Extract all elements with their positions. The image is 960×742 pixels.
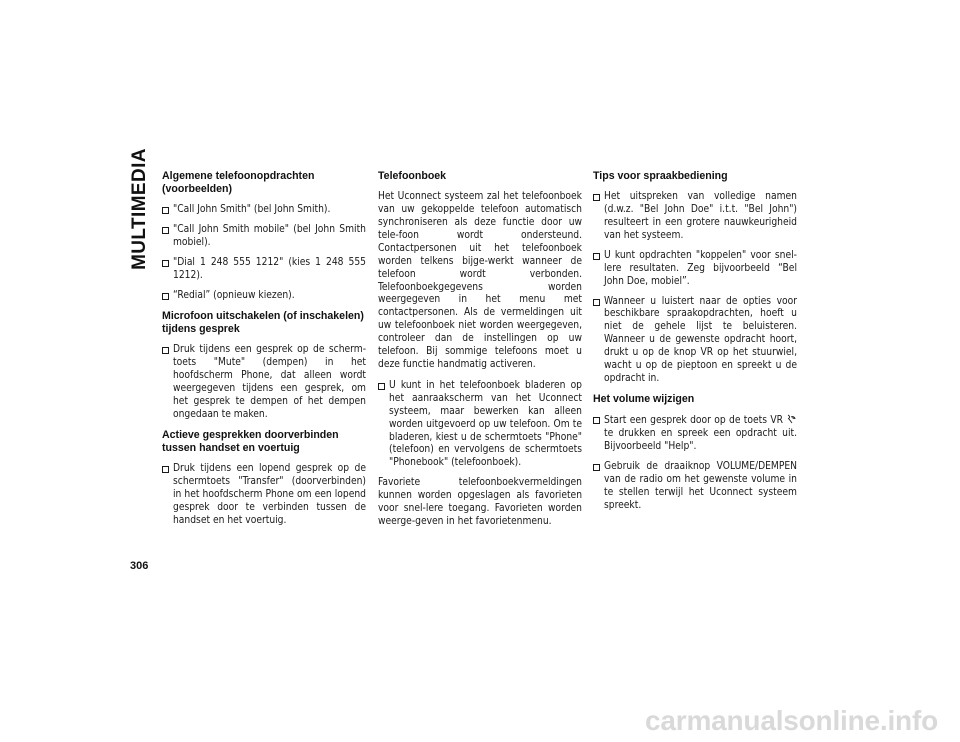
list-item: Start een gesprek door op de toets VR te drukken en spreek een opdracht uit. Bijvoorbeeld "Help". xyxy=(593,414,797,454)
paragraph: Het Uconnect systeem zal het telefoonboek van uw gekoppelde telefoon automatisch synchroniseren als deze functie door uw tele-foon wordt ondersteund. Contactpersonen uit het telefoonboek worden telkens bijge-werkt wanneer de telefoon wordt verbonden. Telefoonboekgegevens worden weergegeven in het menu met contactpersonen. Als de vermeldingen uit uw telefoonboek niet worden weergegeven, controleer dan de instellingen op uw telefoon. Bij sommige telefoons moet u deze functie handmatig activeren. xyxy=(378,191,582,370)
list-item: "Call John Smith mobile" (bel John Smith mobiel). xyxy=(162,224,366,250)
checkbox-bullet-icon xyxy=(593,253,600,260)
checkbox-bullet-icon xyxy=(162,207,169,214)
checkbox-bullet-icon xyxy=(593,464,600,471)
heading-transfer-calls: Actieve gesprekken doorverbinden tussen handset en voertuig xyxy=(162,428,339,454)
checkbox-bullet-icon xyxy=(593,417,600,424)
checkbox-bullet-icon xyxy=(162,260,169,267)
paragraph: Favoriete telefoonboekvermeldingen kunnen worden opgeslagen als favorieten voor snel-lere toegang. Favorieten worden weerge-geven in het favorietenmenu. xyxy=(378,477,582,527)
list-item: U kunt in het telefoonboek bladeren op het aanraakscherm van het Uconnect systeem, maar bewerken kan alleen worden uitgevoerd op uw telefoon. Om te bladeren, kiest u de schermtoets "Phone" (telefoon) en vervolgens de schermtoets "Phonebook" (telefoonboek). xyxy=(378,380,582,470)
column-1 xyxy=(162,170,366,535)
side-tab xyxy=(128,150,152,268)
voice-recognition-icon xyxy=(786,414,797,424)
column-2 xyxy=(378,170,582,537)
column-3 xyxy=(593,170,797,519)
heading-change-volume: Het volume wijzigen xyxy=(593,392,695,405)
checkbox-bullet-icon xyxy=(162,227,169,234)
list-item: Het uitspreken van volledige namen (d.w.z. "Bel John Doe" i.t.t. "Bel John") resulteert in een grotere nauwkeurigheid van het systeem. xyxy=(593,191,797,243)
list-item: Druk tijdens een gesprek op de scherm-toets "Mute" (dempen) in het hoofdscherm Phone, dat alleen wordt weergegeven tijdens een gesprek, om het gesprek te dempen of het dempen ongedaan te maken. xyxy=(162,344,366,421)
heading-microphone-mute: Microfoon uitschakelen (of inschakelen) tijdens gesprek xyxy=(162,309,364,336)
checkbox-bullet-icon xyxy=(162,293,169,300)
checkbox-bullet-icon xyxy=(593,299,600,306)
list-item: Gebruik de draaiknop VOLUME/DEMPEN van de radio om het gewenste volume in te stellen terwijl het Uconnect systeem spreekt. xyxy=(593,461,797,513)
list-item: U kunt opdrachten "koppelen" voor snel-lere resultaten. Zeg bijvoorbeeld “Bel John Doe, mobiel”. xyxy=(593,250,797,289)
heading-general-commands: Algemene telefoonopdrachten (voorbeelden) xyxy=(162,170,315,196)
list-item: Druk tijdens een lopend gesprek op de schermtoets "Transfer" (doorverbinden) in het hoofdscherm Phone om een lopend gesprek door te verbinden tussen de handset en het voertuig. xyxy=(162,463,366,528)
list-item: "Call John Smith" (bel John Smith). xyxy=(162,204,366,217)
checkbox-bullet-icon xyxy=(162,466,169,473)
heading-phonebook: Telefoonboek xyxy=(378,170,447,182)
list-item: Wanneer u luistert naar de opties voor beschikbare spraakopdrachten, hoeft u niet de gehele lijst te beluisteren. Wanneer u de gewenste opdracht hoort, drukt u op de knop VR op het stuurwiel, wacht u op de pieptoon en spreekt u de opdracht in. xyxy=(593,296,797,386)
list-item: "Dial 1 248 555 1212" (kies 1 248 555 1212). xyxy=(162,257,366,283)
section-label: MULTIMEDIA xyxy=(129,148,151,270)
heading-voice-tips: Tips voor spraakbediening xyxy=(593,170,728,182)
checkbox-bullet-icon xyxy=(378,383,385,390)
page-number: 306 xyxy=(130,560,149,572)
watermark: carmanualsonline.info xyxy=(645,705,938,736)
checkbox-bullet-icon xyxy=(162,347,169,354)
list-item: “Redial” (opnieuw kiezen). xyxy=(162,290,366,303)
checkbox-bullet-icon xyxy=(593,194,600,201)
